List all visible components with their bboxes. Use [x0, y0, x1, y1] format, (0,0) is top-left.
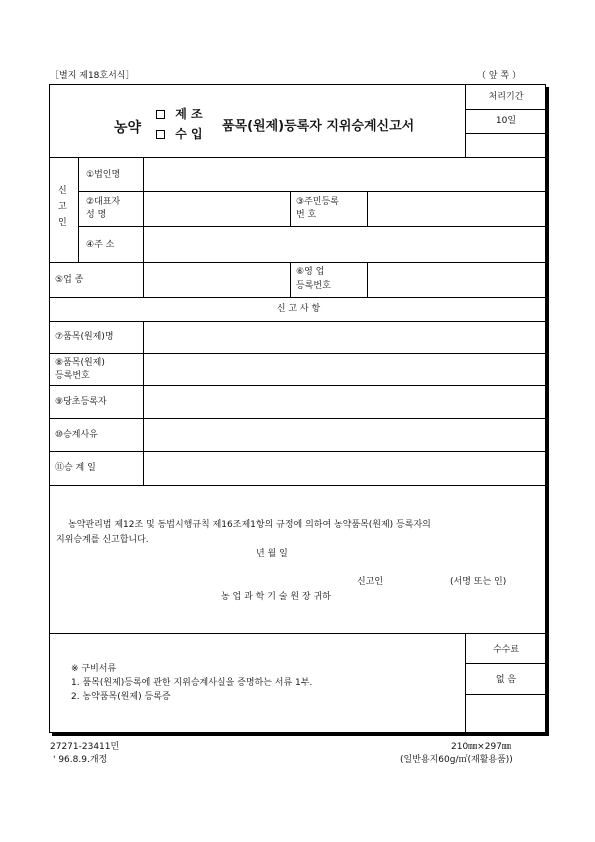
- processing-label: 처리기간: [488, 92, 524, 102]
- rep-name-label-1: ②대표자: [86, 197, 121, 207]
- corp-name-field[interactable]: [144, 158, 547, 191]
- checkbox-icon: [156, 130, 165, 139]
- business-reg-label-2: 등록번호: [296, 281, 331, 291]
- paper-type: (일반용지60g/㎡(재활용품)): [400, 755, 513, 765]
- succession-date-field[interactable]: [144, 452, 547, 485]
- business-reg-field[interactable]: [368, 263, 547, 297]
- product-name-label: ⑦품목(원제)명: [55, 332, 114, 342]
- report-form: [49, 84, 546, 733]
- declaration-text-2: 지위승계를 신고합니다.: [56, 535, 149, 545]
- paper-size: 210㎜×297㎜: [451, 742, 511, 752]
- title-option-import[interactable]: 수 입: [156, 125, 203, 142]
- declaration-text-1: 농약관리법 제12조 및 동법시행규칙 제16조제1항의 규정에 의하여 농약품목(원제) 등록자의: [68, 520, 431, 530]
- checkbox-icon: [156, 110, 165, 119]
- succession-reason-label: ⑩승계사유: [55, 430, 98, 440]
- resident-no-field[interactable]: [368, 192, 547, 226]
- fee-label: 수수료: [492, 645, 520, 655]
- business-type-label: ⑤업 종: [55, 275, 84, 285]
- signature-label: (서명 또는 인): [450, 577, 507, 587]
- required-docs-title: ※ 구비서류: [71, 664, 117, 674]
- applicant-label-1: 신: [58, 186, 67, 196]
- rep-name-label-2: 성 명: [86, 210, 107, 220]
- original-registrant-field[interactable]: [144, 386, 547, 418]
- resident-no-label-2: 번 호: [296, 210, 317, 220]
- applicant-label-3: 인: [58, 218, 67, 228]
- succession-date-label: ⑪승 계 일: [55, 463, 96, 473]
- original-registrant-label: ⑨당초등록자: [55, 397, 107, 407]
- form-code: 27271-23411민: [50, 742, 120, 752]
- product-reg-field[interactable]: [144, 354, 547, 385]
- title-prefix: 농약: [114, 120, 142, 136]
- report-section-title: 신 고 사 항: [276, 304, 321, 314]
- address-field[interactable]: [144, 227, 547, 262]
- title-option-manufacture[interactable]: 제 조: [156, 105, 203, 122]
- applicant-label-2: 고: [58, 202, 67, 212]
- form-shadow-bottom: [52, 733, 549, 736]
- reporter-label: 신고인: [357, 577, 384, 587]
- resident-no-label-1: ③주민등록: [296, 197, 339, 207]
- product-reg-label-2: 등록번호: [55, 371, 90, 381]
- page-title: 품목(원제)등록자 지위승계신고서: [222, 119, 415, 134]
- form-number: ［별지 제18호서식］: [50, 71, 135, 81]
- business-reg-label-1: ⑥영 업: [296, 267, 325, 277]
- succession-reason-field[interactable]: [144, 419, 547, 451]
- addressee: 농 업 과 학 기 술 원 장 귀하: [221, 592, 331, 602]
- processing-value: 10일: [495, 116, 517, 126]
- required-doc-2: 2. 농약품목(원제) 등록증: [71, 692, 171, 702]
- revision-date: ' 96.8.9.개정: [53, 755, 108, 765]
- fee-value: 없 음: [495, 675, 517, 685]
- page-side: （ 앞 쪽 ）: [477, 71, 521, 81]
- address-label: ④주 소: [86, 240, 115, 250]
- required-doc-1: 1. 품목(원제)등록에 관한 지위승계사실을 증명하는 서류 1부.: [71, 678, 313, 688]
- product-name-field[interactable]: [144, 322, 547, 353]
- product-reg-label-1: ⑧품목(원제): [55, 358, 105, 368]
- declaration-date: 년 월 일: [256, 549, 288, 559]
- rep-name-field[interactable]: [144, 192, 290, 226]
- corp-name-label: ①법인명: [86, 170, 121, 180]
- business-type-field[interactable]: [144, 263, 290, 297]
